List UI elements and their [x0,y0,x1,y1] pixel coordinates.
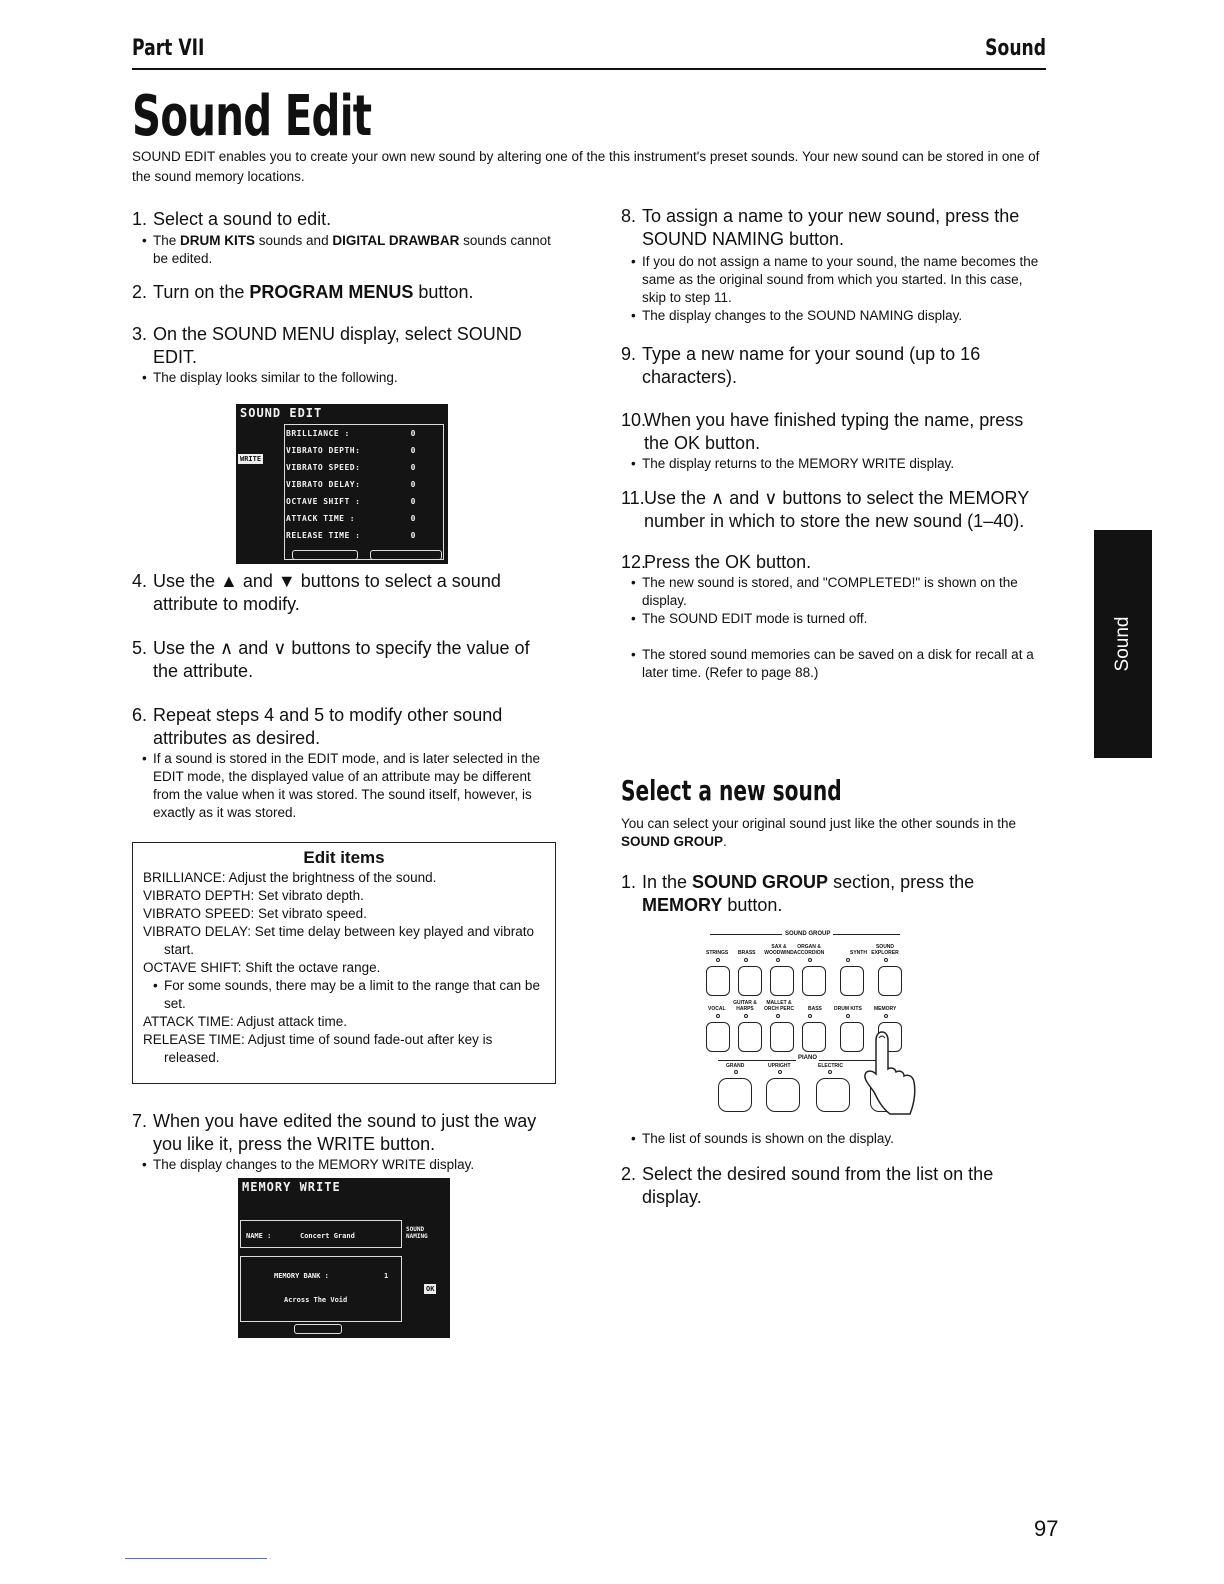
memory-write-display-title: MEMORY WRITE [242,1180,341,1194]
step-3-note: • The display looks similar to the following. [142,370,398,385]
step-5: 5. Use the ∧ and ∨ buttons to specify the value of the attribute. [132,638,530,681]
pressing-finger-icon [860,1030,920,1120]
bass-button[interactable] [802,1022,826,1052]
step-7: 7. When you have edited the sound to just the way you like it, press the WRITE button. [132,1111,537,1154]
brilliance-row: BRILLIANCE : 0 [286,429,416,438]
strings-button[interactable] [706,966,730,996]
octave-shift-row: OCTAVE SHIFT : 0 [286,497,416,506]
header-rule [132,68,1046,70]
edit-items-title: Edit items [303,848,385,867]
edit-items-box: Edit items BRILLIANCE: Adjust the brightness of the sound. VIBRATO DEPTH: Set vibrato depth. VIBRATO SPEED: Set vibrato speed. VIBRATO DELAY: Set time delay between key played and vibrato start. OCTAVE SHIFT: Shift the octave range. • For some sounds, there may be a limit to the range that can be set. ATTACK TIME: Adjust attack time. RELEASE TIME: Adjust time of sound fade-out after key is released. [132,842,556,1084]
step-10: 10. When you have finished typing the name, press the OK button. [621,410,1024,453]
step-10-note: • The display returns to the MEMORY WRITE display. [631,456,955,471]
sound-group-title: SOUND GROUP [782,931,833,937]
left-column [132,208,556,387]
step-1-note: • The DRUM KITS sounds and DIGITAL DRAWBAR sounds cannot be edited. [142,233,551,266]
step-12-note-3: • The stored sound memories can be saved on a disk for recall at a later time. (Refer to page 88.) [631,647,1034,680]
vibrato-depth-row: VIBRATO DEPTH: 0 [286,446,416,455]
ok-tab: OK [426,1285,435,1293]
release-time-row: RELEASE TIME : 0 [286,531,416,540]
bank-name-value: Across The Void [284,1296,348,1304]
step-8-note-2: • The display changes to the SOUND NAMING display. [631,308,963,323]
step-12: 12. Press the OK button. [621,552,812,572]
write-tab: WRITE [240,455,262,463]
section-title-select-new-sound: Select a new sound [621,774,842,807]
step-8-note-1: • If you do not assign a name to your sound, the name becomes the same as the original sound from which you started. In this case, skip to step 11. [631,254,1039,305]
sound-explorer-button[interactable] [878,966,902,996]
left-column-bottom [132,1110,556,1174]
step-4: 4. Use the ▲ and ▼ buttons to select a sound attribute to modify. [132,571,501,614]
vocal-button[interactable] [706,1022,730,1052]
select-step-2: 2. Select the desired sound from the list on the display. [621,1164,994,1207]
sound-edit-display [236,404,448,564]
right-column [621,205,1047,682]
sound-naming-tab: SOUND NAMING [406,1226,428,1240]
vibrato-delay-row: VIBRATO DELAY: 0 [286,480,416,489]
select-step-1: 1. In the SOUND GROUP section, press the MEMORY button. [621,872,975,915]
vibrato-speed-row: VIBRATO SPEED: 0 [286,463,416,472]
upright-button[interactable] [766,1078,800,1112]
synth-button[interactable] [840,966,864,996]
guitar-harps-button[interactable] [738,1022,762,1052]
sound-name-value: Concert Grand [300,1232,355,1240]
select-step-1-note: • The list of sounds is shown on the display. [631,1131,894,1146]
organ-accordion-button[interactable] [802,966,826,996]
step-11: 11. Use the ∧ and ∨ buttons to select the MEMORY number in which to store the new sound (1–40). [621,488,1029,531]
attack-time-row: ATTACK TIME : 0 [286,514,416,523]
step-2: 2. Turn on the PROGRAM MENUS button. [132,282,474,302]
mallet-orch-perc-button[interactable] [770,1022,794,1052]
page-title: Sound Edit [132,84,372,149]
step-12-note-1: • The new sound is stored, and "COMPLETED!" is shown on the display. [631,575,1018,608]
value-buttons-icon [294,1324,342,1334]
step-8: 8. To assign a name to your new sound, press the SOUND NAMING button. [621,206,1020,249]
grand-button[interactable] [718,1078,752,1112]
section-intro: You can select your original sound just like the other sounds in the SOUND GROUP. [621,816,1017,849]
value-buttons-icon [370,550,442,560]
intro-paragraph: SOUND EDIT enables you to create your own new sound by altering one of the this instrument's preset sounds. Your new sound can be stored in one of the sound memory locations. [132,149,1040,184]
right-column-bottom [621,1130,1047,1209]
electric-button[interactable] [816,1078,850,1112]
memory-write-display: MEMORY WRITE NAME : Concert Grand SOUND NAMING MEMORY BANK : 1 Across The Void OK [238,1178,450,1338]
footer-line [125,1558,267,1559]
right-column-lower [621,815,1047,917]
sound-edit-display-title: SOUND EDIT [240,406,323,420]
brass-button[interactable] [738,966,762,996]
step-9: 9. Type a new name for your sound (up to 16 characters). [621,344,981,387]
sound-group-panel: SOUND GROUP STRINGS BRASS SAX & WOODWIND ORGAN & ACCORDION SYNTH SOUND EXPLORER VOCAL GUITAR & HARPS MALLET & ORCH PERC BASS DRUM KITS MEMORY PIANO GRAND UPRIGHT ELECTRIC [700,930,920,1120]
part-label: Part VII [132,36,205,61]
step-1: 1. Select a sound to edit. [132,209,332,229]
step-7-note: • The display changes to the MEMORY WRITE display. [142,1157,475,1172]
left-column-lower [132,570,556,822]
sax-woodwind-button[interactable] [770,966,794,996]
step-6: 6. Repeat steps 4 and 5 to modify other sound attributes as desired. [132,705,503,748]
section-label: Sound [985,36,1046,61]
side-tab-sound: Sound [1094,530,1152,758]
step-12-note-2: • The SOUND EDIT mode is turned off. [631,611,868,626]
step-3: 3. On the SOUND MENU display, select SOUND EDIT. [132,324,522,367]
page-number: 97 [1034,1516,1059,1541]
step-6-note: • If a sound is stored in the EDIT mode, and is later selected in the EDIT mode, the displayed value of an attribute may be different from the value when it was stored. The sound itself, however, is exactly as it was stored. [142,751,540,820]
arrow-buttons-icon [292,550,358,560]
piano-label: PIANO [798,1055,818,1061]
